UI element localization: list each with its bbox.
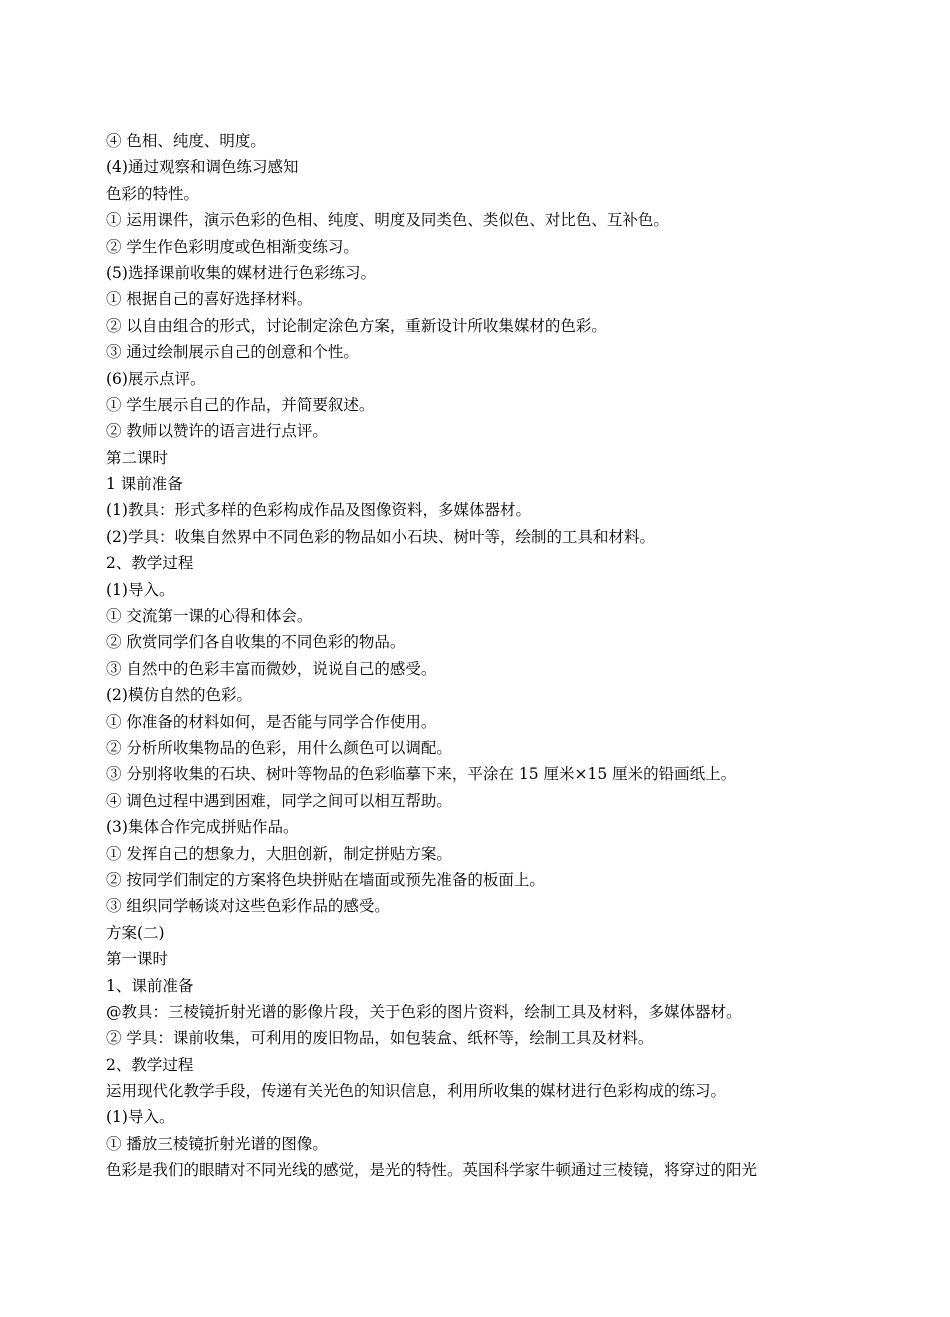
text-line: ① 交流第一课的心得和体会。 xyxy=(106,607,313,626)
text-line: ① 你准备的材料如何，是否能与同学合作使用。 xyxy=(106,712,437,731)
text-line: (1)导入。 xyxy=(106,580,175,599)
text-line: ② 按同学们制定的方案将色块拼贴在墙面或预先准备的板面上。 xyxy=(106,870,545,889)
text-line: ③ 通过绘制展示自己的创意和个性。 xyxy=(106,343,359,362)
text-line: 色彩是我们的眼睛对不同光线的感觉，是光的特性。英国科学家牛顿通过三棱镜，将穿过的阳光 xyxy=(106,1161,758,1180)
text-line: ① 发挥自己的想象力，大胆创新，制定拼贴方案。 xyxy=(106,844,452,863)
text-line: (4)通过观察和调色练习感知 xyxy=(106,158,299,177)
text-line: ② 以自由组合的形式，讨论制定涂色方案，重新设计所收集媒材的色彩。 xyxy=(106,316,607,335)
section-heading: 第二课时 xyxy=(106,448,169,467)
text-line: ① 运用课件，演示色彩的色相、纯度、明度及同类色、类似色、对比色、互补色。 xyxy=(106,211,669,230)
text-line: (1)教具：形式多样的色彩构成作品及图像资料，多媒体器材。 xyxy=(106,501,531,520)
text-line: ④ 色相、纯度、明度。 xyxy=(106,132,266,150)
text-line: (3)集体合作完成拼贴作品。 xyxy=(106,818,299,837)
text-line: ② 分析所收集物品的色彩，用什么颜色可以调配。 xyxy=(106,738,452,757)
section-heading: 方案(二) xyxy=(106,923,165,942)
text-line: ① 根据自己的喜好选择材料。 xyxy=(106,290,313,309)
section-heading: 第一课时 xyxy=(106,950,169,969)
text-line: ④ 调色过程中遇到困难，同学之间可以相互帮助。 xyxy=(106,791,452,810)
text-line: ② 教师以赞许的语言进行点评。 xyxy=(106,422,328,441)
text-line: (2)模仿自然的色彩。 xyxy=(106,686,252,705)
text-line: ② 欣赏同学们各自收集的不同色彩的物品。 xyxy=(106,633,406,652)
text-line: ③ 组织同学畅谈对这些色彩作品的感受。 xyxy=(106,897,390,916)
text-line: 1 课前准备 xyxy=(106,475,183,494)
text-line: ② 学生作色彩明度或色相渐变练习。 xyxy=(106,237,359,256)
document-page xyxy=(106,128,866,1184)
text-line: ③ 自然中的色彩丰富而微妙，说说自己的感受。 xyxy=(106,659,437,678)
text-line: ② 学具：课前收集，可利用的废旧物品，如包装盒、纸杯等，绘制工具及材料。 xyxy=(106,1029,654,1048)
text-line: 运用现代化教学手段，传递有关光色的知识信息，利用所收集的媒材进行色彩构成的练习。 xyxy=(106,1082,727,1101)
text-line: (2)学具：收集自然界中不同色彩的物品如小石块、树叶等，绘制的工具和材料。 xyxy=(106,527,655,546)
text-line: ③ 分别将收集的石块、树叶等物品的色彩临摹下来，平涂在 15 厘米×15 厘米的铅画纸上。 xyxy=(106,765,737,784)
text-line: (1)导入。 xyxy=(106,1108,175,1127)
text-line: 2、教学过程 xyxy=(106,554,194,573)
text-line: 2、教学过程 xyxy=(106,1055,194,1074)
text-line: ① 学生展示自己的作品，并简要叙述。 xyxy=(106,395,375,414)
text-line: (5)选择课前收集的媒材进行色彩练习。 xyxy=(106,263,376,282)
text-line: (6)展示点评。 xyxy=(106,369,206,388)
text-line: ① 播放三棱镜折射光谱的图像。 xyxy=(106,1134,328,1153)
text-line: 1、课前准备 xyxy=(106,976,194,995)
text-line: @教具：三棱镜折射光谱的影像片段，关于色彩的图片资料，绘制工具及材料，多媒体器材。 xyxy=(106,1002,742,1021)
text-line: 色彩的特性。 xyxy=(106,184,200,203)
